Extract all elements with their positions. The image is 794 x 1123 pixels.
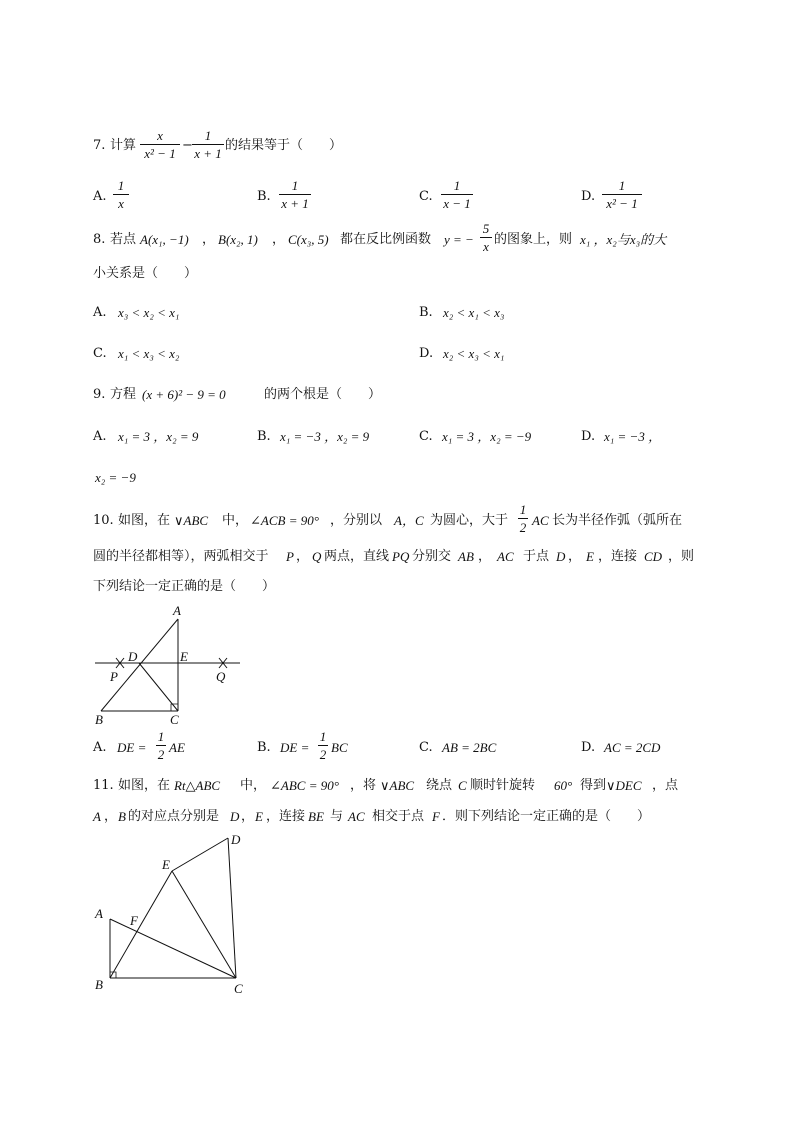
q9-option-c: x₁ = 3 ，x₂ = −9 — [442, 429, 532, 444]
q10-option-a-label: A. — [93, 740, 107, 755]
q10-text: ，分别以 — [330, 513, 383, 528]
q10-triangle: ∨ABC — [174, 513, 209, 528]
q11-figure — [90, 826, 260, 1001]
q10-text: ， — [296, 549, 310, 564]
q10-line3: 下列结论一定正确的是（ ） — [93, 579, 276, 594]
q10-option-b-rhs: BC — [331, 740, 348, 755]
q9-option-d: x₁ = −3 ， — [604, 429, 662, 444]
q8-comma: ， — [202, 232, 216, 247]
q10-ab: AB — [458, 549, 474, 564]
q8-option-c: x₁ < x₃ < x₂ — [118, 346, 180, 361]
q7-frac1: x x² − 1 — [140, 128, 180, 161]
q11-text: 与 — [330, 809, 344, 824]
q11-d: D — [230, 809, 240, 824]
q9-number: 9. — [93, 387, 106, 402]
q8-option-d-label: D. — [419, 346, 434, 361]
segment-dc — [228, 838, 236, 978]
q8-vars: x₁ ，x₂与x₃的大 — [580, 232, 667, 247]
q7-option-c-label: C. — [419, 189, 433, 204]
label-q: Q — [216, 669, 226, 684]
q9-option-b-label: B. — [257, 429, 271, 444]
q10-option-d-label: D. — [581, 740, 596, 755]
q7-option-a-label: A. — [93, 189, 107, 204]
q11-angle: ∠ABC = 90° — [270, 778, 339, 793]
q11-rt-triangle: Rt△ABC — [174, 778, 221, 793]
q10-option-c: AB = 2BC — [442, 740, 497, 755]
q11-text: ，连接 — [266, 809, 306, 824]
q10-d: D — [556, 549, 566, 564]
q8-option-c-label: C. — [93, 346, 107, 361]
q10-angle: ∠ACB = 90° — [250, 513, 319, 528]
q9-option-d-wrap: x₂ = −9 — [95, 470, 136, 485]
label-f: F — [130, 913, 138, 928]
q7-minus: − — [182, 138, 193, 153]
q11-text: 相交于点 — [372, 809, 425, 824]
q8-text: 的图象上，则 — [494, 232, 573, 247]
q10-option-b-frac: 1 2 — [319, 729, 327, 762]
q10-text: 为圆心，大于 — [430, 513, 509, 528]
q9-equation: (x + 6)² − 9 = 0 — [142, 387, 226, 402]
q11-triangle-dec: ∨DEC — [606, 778, 642, 793]
q10-option-b-label: B. — [257, 740, 271, 755]
q10-points: A，C — [394, 513, 424, 528]
label-d: D — [231, 832, 241, 847]
label-c: C — [170, 712, 179, 727]
q8-point-a: A(x₁, −1) — [140, 232, 189, 247]
q7-option-b: 1 x + 1 — [279, 178, 311, 211]
q11-text: ，将 — [350, 778, 377, 793]
q11-text: 得到 — [580, 778, 607, 793]
label-a: A — [95, 906, 103, 921]
q9-prefix: 方程 — [110, 387, 137, 402]
label-e: E — [180, 649, 188, 664]
q10-text: ，连接 — [598, 549, 638, 564]
q10-text: ，则 — [668, 549, 695, 564]
q10-cd: CD — [644, 549, 663, 564]
q11-triangle-abc: ∨ABC — [380, 778, 415, 793]
q7-number: 7. — [93, 138, 106, 153]
q11-text: ， — [241, 809, 255, 824]
q8-function-lhs: y = − — [444, 232, 474, 247]
q8-option-a: x₃ < x₂ < x₁ — [118, 305, 180, 320]
q10-figure — [90, 600, 250, 730]
q9-option-c-label: C. — [419, 429, 433, 444]
q10-option-a-frac: 1 2 — [157, 729, 165, 762]
q8-option-b-label: B. — [419, 305, 433, 320]
q10-option-a-lhs: DE = — [117, 740, 147, 755]
q11-f: F — [432, 809, 440, 824]
q8-number: 8. — [93, 232, 106, 247]
q10-ac: AC — [532, 513, 549, 528]
q9-option-a-label: A. — [93, 429, 107, 444]
q9-suffix: 的两个根是（ ） — [264, 387, 382, 402]
q8-option-b: x₂ < x₁ < x₃ — [443, 305, 505, 320]
q10-pq: PQ — [392, 549, 410, 564]
q10-text: 两点，直线 — [324, 549, 390, 564]
label-e: E — [162, 857, 170, 872]
q10-text: 分别交 — [412, 549, 452, 564]
q9-option-b: x₁ = −3 ，x₂ = 9 — [280, 429, 370, 444]
q10-text: 如图，在 — [118, 513, 171, 528]
q9-option-d-label: D. — [581, 429, 596, 444]
q10-ac2: AC — [497, 549, 514, 564]
q11-b: B — [118, 809, 126, 824]
q8-text: 若点 — [110, 232, 137, 247]
q10-p: P — [286, 549, 294, 564]
q11-a: A — [93, 809, 101, 824]
q10-e: E — [586, 549, 594, 564]
q8-option-a-label: A. — [93, 305, 107, 320]
q10-option-c-label: C. — [419, 740, 433, 755]
q10-text: ， — [478, 549, 492, 564]
q10-option-d: AC = 2CD — [604, 740, 661, 755]
label-a: A — [173, 603, 181, 618]
q8-function-frac: 5 x — [480, 221, 492, 254]
q7-option-a: 1 x — [113, 178, 129, 211]
q10-text: ， — [568, 549, 582, 564]
q8-point-c: C(x₃, 5) — [288, 232, 329, 247]
q11-c: C — [458, 778, 467, 793]
label-b: B — [95, 977, 103, 992]
q11-degree: 60° — [554, 778, 573, 793]
q8-option-d: x₂ < x₃ < x₁ — [443, 346, 505, 361]
q11-text: 顺时针旋转 — [470, 778, 536, 793]
q7-option-c: 1 x − 1 — [441, 178, 473, 211]
q10-q: Q — [312, 549, 322, 564]
q8-comma: ， — [272, 232, 286, 247]
q11-number: 11. — [93, 778, 114, 793]
q7-frac2: 1 x + 1 — [192, 128, 224, 161]
q11-ac: AC — [348, 809, 365, 824]
q10-text: 于点 — [523, 549, 550, 564]
label-b: B — [95, 712, 103, 727]
q7-option-d-label: D. — [581, 189, 596, 204]
q7-suffix: 的结果等于（ ） — [225, 138, 343, 153]
q11-text: ， — [104, 809, 118, 824]
q10-text: 长为半径作弧（弧所在 — [552, 513, 683, 528]
q10-half: 1 2 — [519, 502, 527, 535]
q11-text: 中， — [240, 778, 267, 793]
q8-text: 都在反比例函数 — [340, 232, 432, 247]
q11-text: 的对应点分别是 — [128, 809, 220, 824]
q11-text: 如图，在 — [118, 778, 171, 793]
q10-number: 10. — [93, 513, 114, 528]
segment-ec — [172, 871, 236, 978]
q10-option-b-lhs: DE = — [280, 740, 310, 755]
q9-option-a: x₁ = 3 ，x₂ = 9 — [118, 429, 199, 444]
q11-text: 绕点 — [426, 778, 453, 793]
q8-line2: 小关系是（ ） — [93, 266, 198, 281]
q10-option-a-rhs: AE — [169, 740, 185, 755]
q7-option-d: 1 x² − 1 — [602, 178, 642, 211]
label-c: C — [234, 981, 243, 996]
q11-text: ．则下列结论一定正确的是（ ） — [442, 809, 651, 824]
label-d: D — [128, 649, 138, 664]
segment-ed — [172, 838, 228, 871]
segment-be — [110, 871, 172, 978]
q11-text: ，点 — [652, 778, 679, 793]
q10-text: 圆的半径都相等），两弧相交于 — [93, 549, 269, 564]
q10-text: 中， — [222, 513, 249, 528]
q7-option-b-label: B. — [257, 189, 271, 204]
q8-point-b: B(x₂, 1) — [218, 232, 258, 247]
segment-ac — [110, 919, 236, 978]
q11-be: BE — [308, 809, 324, 824]
q11-e: E — [255, 809, 263, 824]
label-p: P — [110, 669, 118, 684]
q7-prefix: 计算 — [110, 138, 137, 153]
